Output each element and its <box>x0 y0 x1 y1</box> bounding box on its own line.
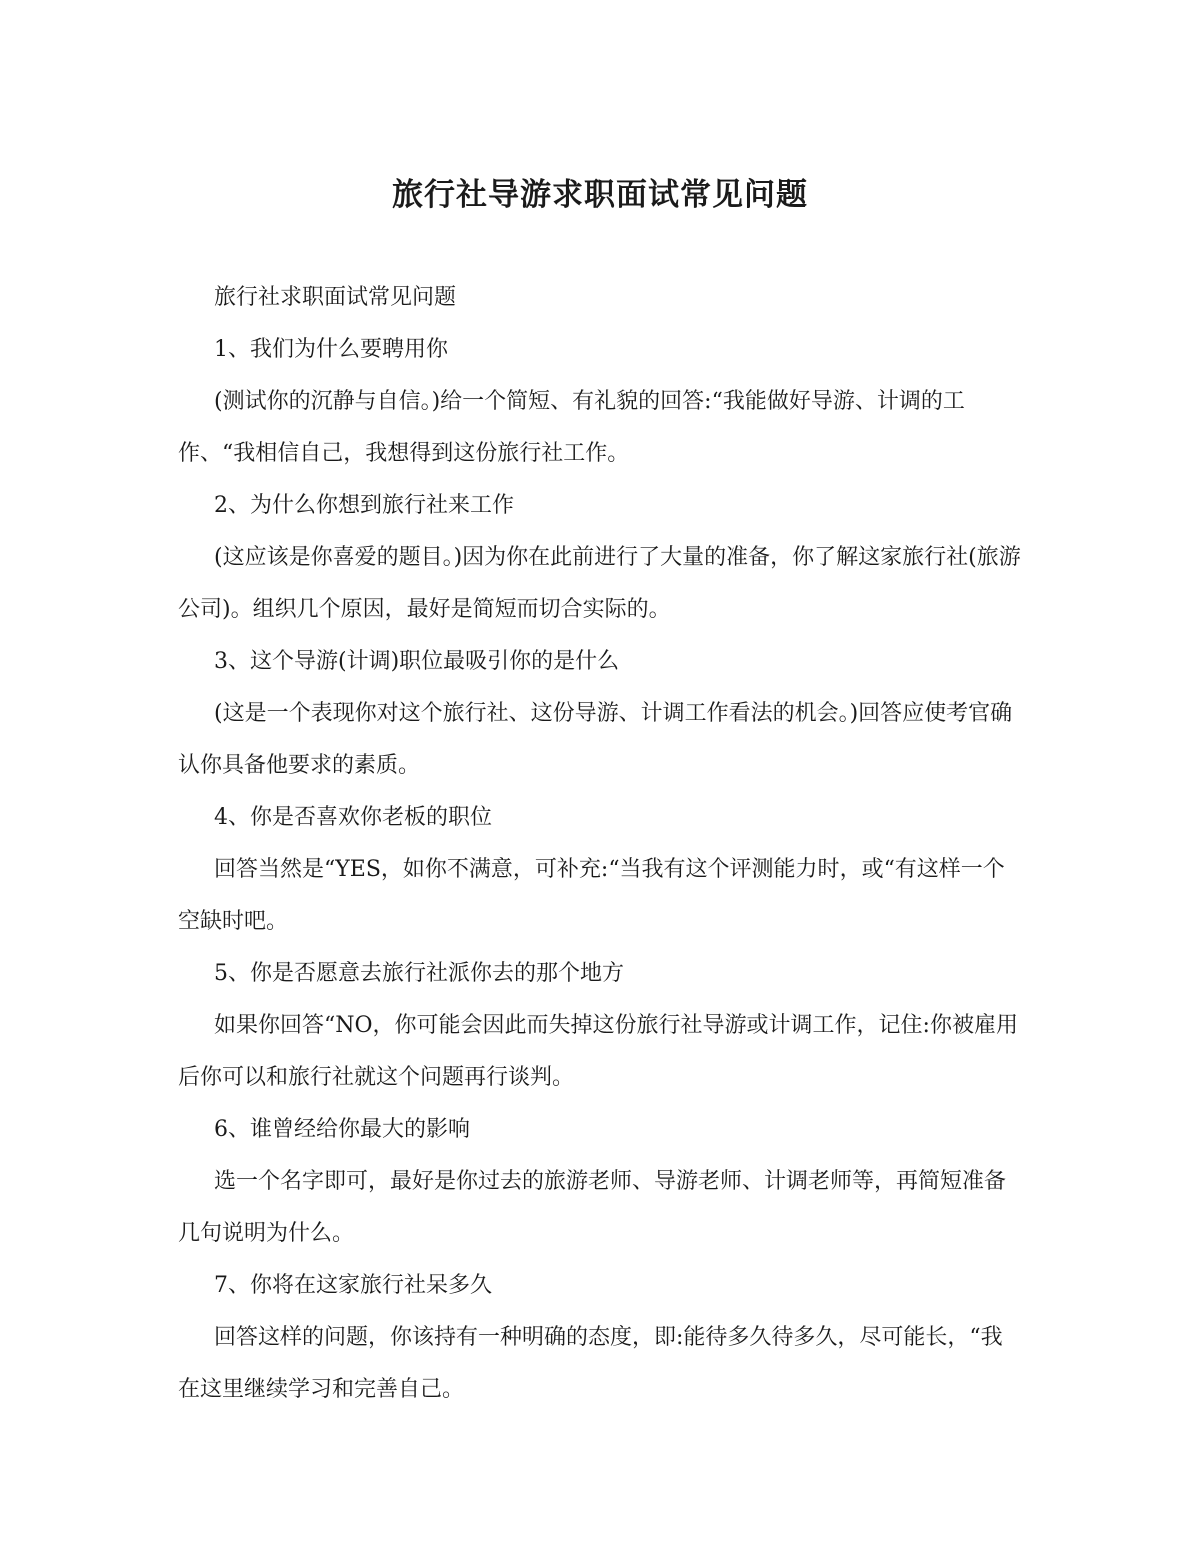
answer-2: (这应该是你喜爱的题目。)因为你在此前进行了大量的准备，你了解这家旅行社(旅游公司)。组织几个原因，最好是简短而切合实际的。 <box>178 545 1021 622</box>
document-body <box>178 272 1023 1416</box>
question-7: 7、你将在这家旅行社呆多久 <box>214 1273 492 1298</box>
paragraph-intro: 旅行社求职面试常见问题 <box>214 285 457 310</box>
answer-7: 回答这样的问题，你该持有一种明确的态度，即:能待多久待多久，尽可能长，“我在这里继续学习和完善自己。 <box>178 1325 1003 1402</box>
question-2: 2、为什么你想到旅行社来工作 <box>214 493 514 518</box>
question-4: 4、你是否喜欢你老板的职位 <box>214 805 492 830</box>
answer-5: 如果你回答“NO，你可能会因此而失掉这份旅行社导游或计调工作，记住:你被雇用后你可以和旅行社就这个问题再行谈判。 <box>178 1013 1018 1090</box>
question-5: 5、你是否愿意去旅行社派你去的那个地方 <box>214 961 624 986</box>
answer-3: (这是一个表现你对这个旅行社、这份导游、计调工作看法的机会。)回答应使考官确认你具备他要求的素质。 <box>178 701 1013 778</box>
question-1: 1、我们为什么要聘用你 <box>214 337 448 362</box>
answer-1: (测试你的沉静与自信。)给一个简短、有礼貌的回答:“我能做好导游、计调的工作、“我相信自己，我想得到这份旅行社工作。 <box>178 389 965 466</box>
document-title: 旅行社导游求职面试常见问题 <box>392 177 808 213</box>
question-6: 6、谁曾经给你最大的影响 <box>214 1117 470 1142</box>
answer-4: 回答当然是“YES，如你不满意，可补充:“当我有这个评测能力时，或“有这样一个空缺时吧。 <box>178 857 1005 934</box>
answer-6: 选一个名字即可，最好是你过去的旅游老师、导游老师、计调老师等，再简短准备几句说明为什么。 <box>178 1169 1007 1246</box>
question-3: 3、这个导游(计调)职位最吸引你的是什么 <box>214 649 620 674</box>
